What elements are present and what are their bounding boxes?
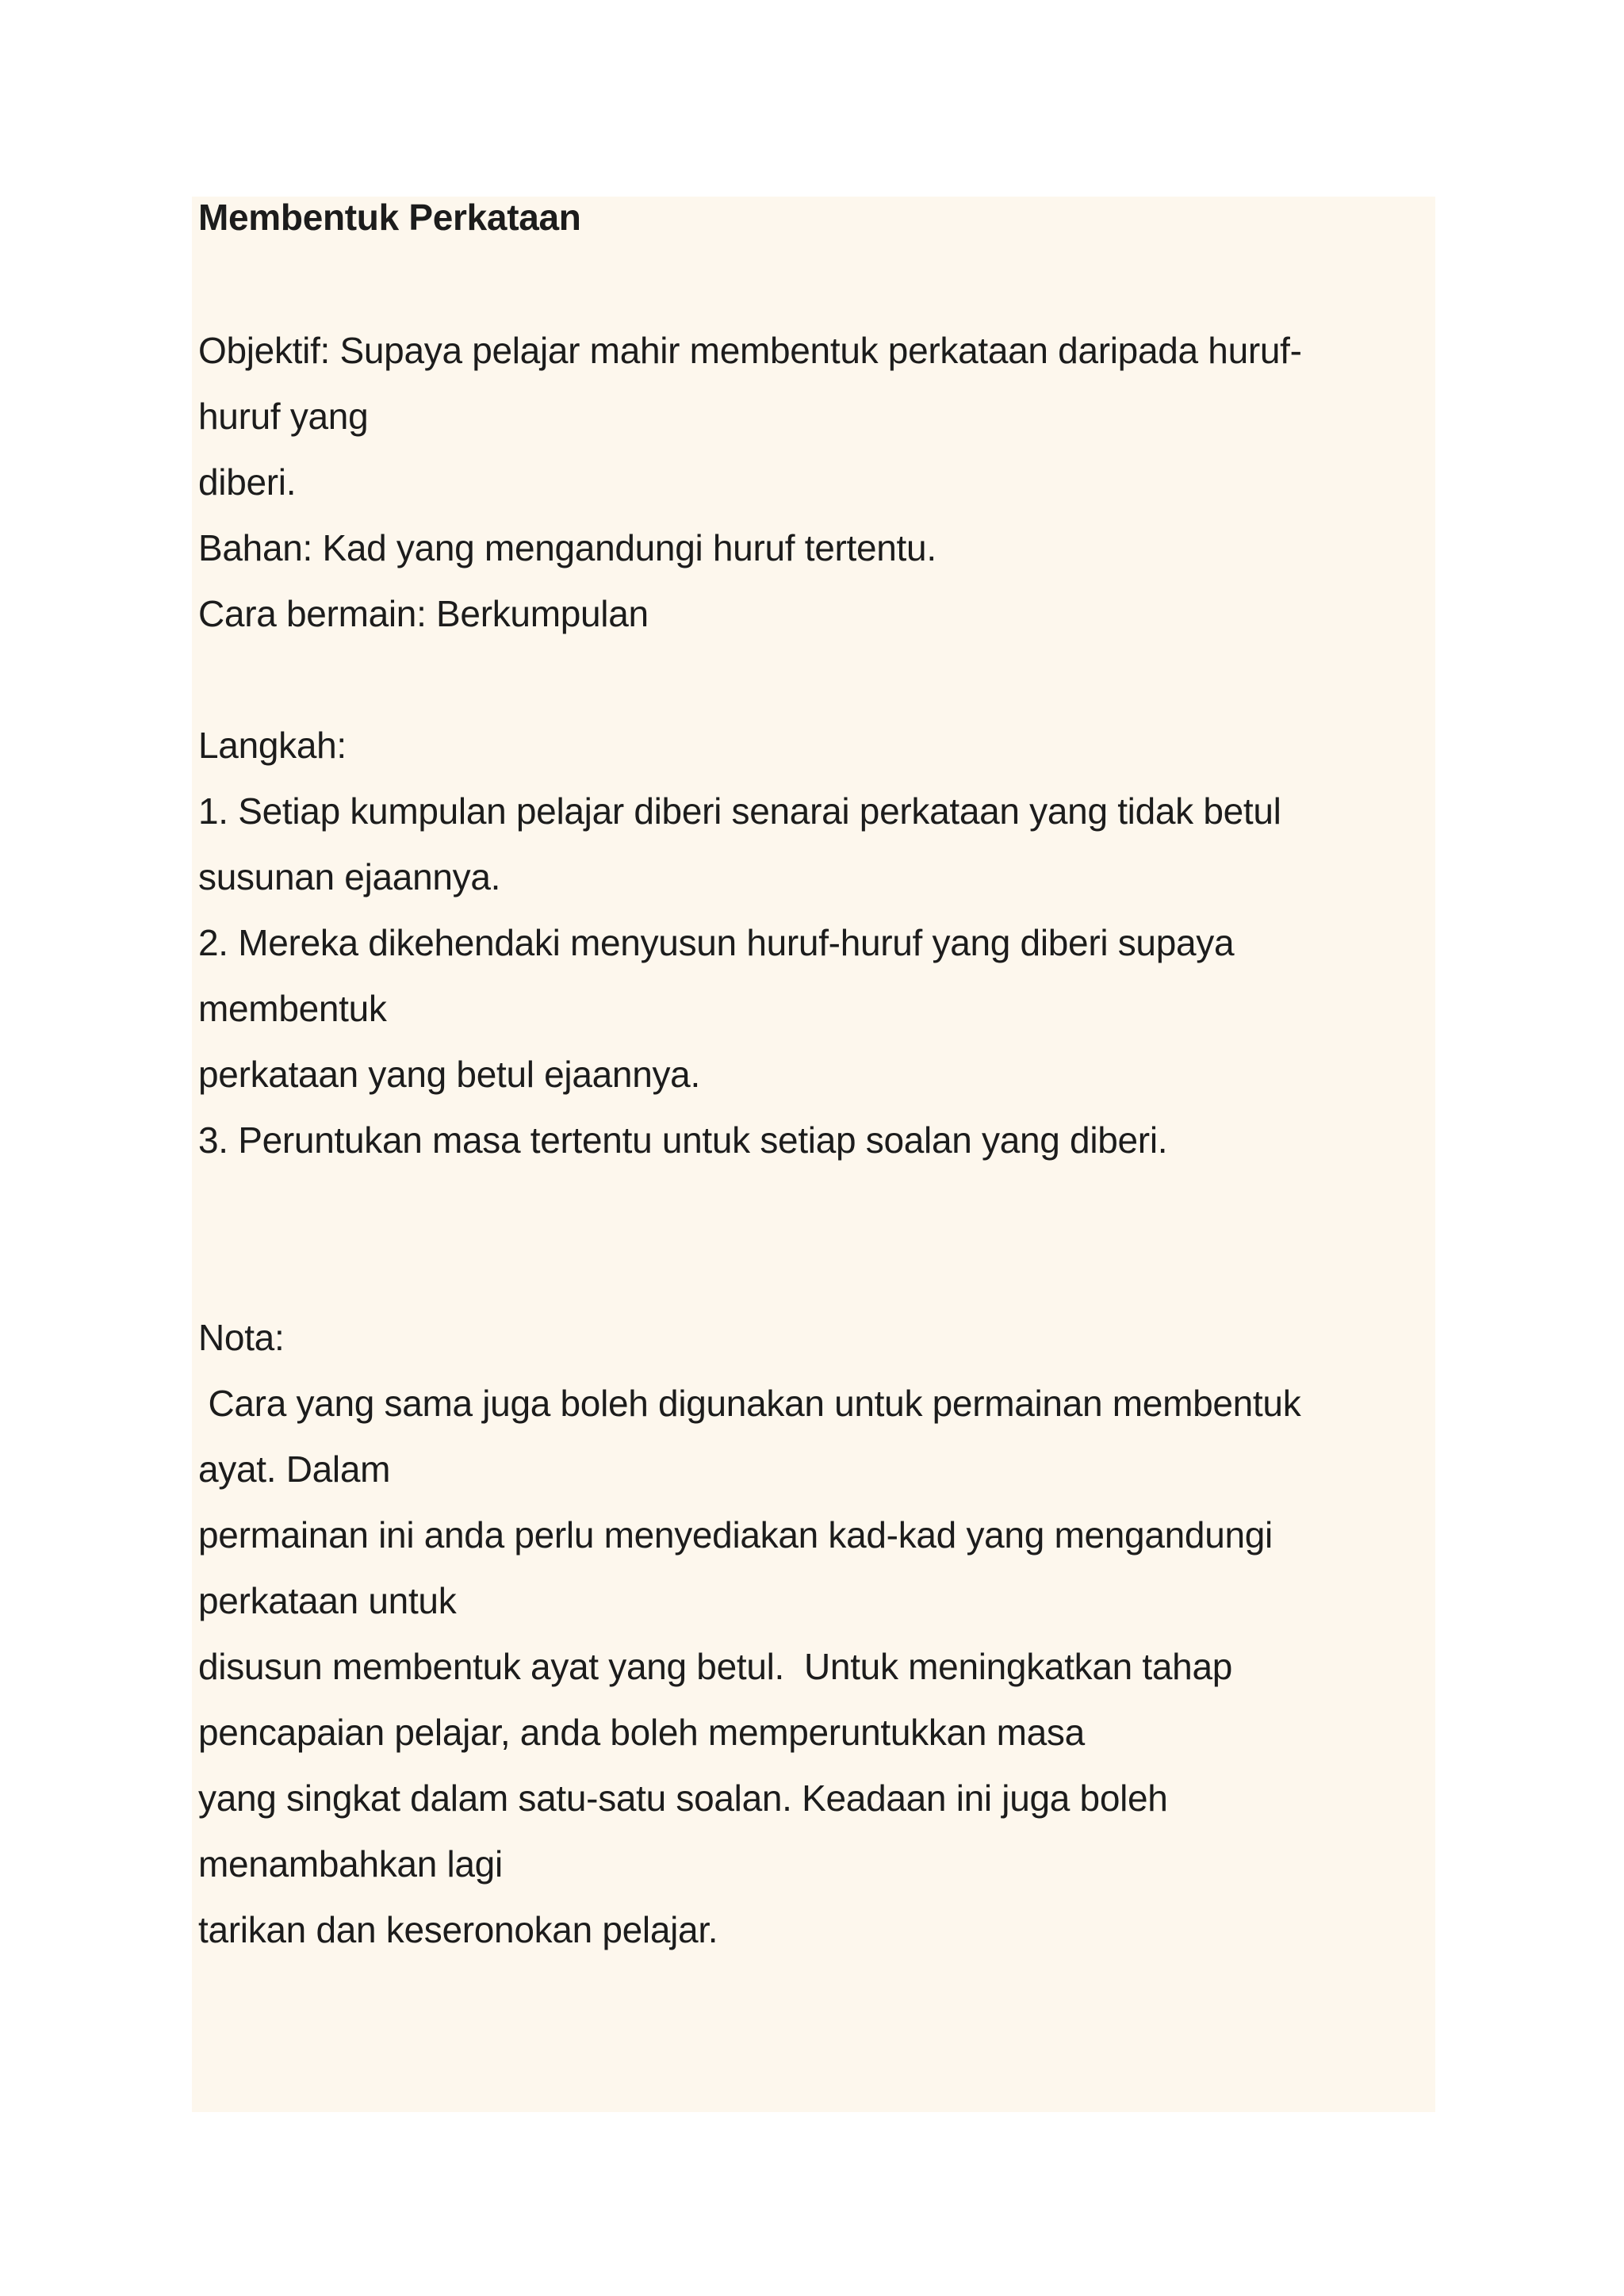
objective-line-3: diberi.	[198, 461, 297, 503]
note-line-5: disusun membentuk ayat yang betul. Untuk meningkatkan tahap	[198, 1646, 1233, 1687]
step-3-line: 3. Peruntukan masa tertentu untuk setiap soalan yang diberi.	[198, 1119, 1168, 1161]
note-line-8: menambahkan lagi	[198, 1843, 503, 1885]
note-line-1: Cara yang sama juga boleh digunakan untuk permainan membentuk	[198, 1383, 1301, 1424]
note-line-4: perkataan untuk	[198, 1580, 457, 1621]
step-1-line-1: 1. Setiap kumpulan pelajar diberi senarai perkataan yang tidak betul	[198, 790, 1281, 832]
step-1-line-2: susunan ejaannya.	[198, 856, 501, 897]
note-line-3: permainan ini anda perlu menyediakan kad-kad yang mengandungi	[198, 1514, 1273, 1556]
step-2-line-2: membentuk	[198, 988, 387, 1029]
note-line-9: tarikan dan keseronokan pelajar.	[198, 1909, 718, 1950]
materials-line: Bahan: Kad yang mengandungi huruf tertentu.	[198, 527, 936, 568]
note-line-6: pencapaian pelajar, anda boleh memperuntukkan masa	[198, 1712, 1085, 1753]
note-heading: Nota:	[198, 1317, 285, 1358]
objective-line-1: Objektif: Supaya pelajar mahir membentuk perkataan daripada huruf-	[198, 330, 1302, 371]
note-line-7: yang singkat dalam satu-satu soalan. Keadaan ini juga boleh	[198, 1777, 1168, 1819]
document-title: Membentuk Perkataan	[198, 197, 581, 238]
step-2-line-1: 2. Mereka dikehendaki menyusun huruf-huruf yang diberi supaya	[198, 922, 1235, 963]
note-line-2: ayat. Dalam	[198, 1448, 391, 1490]
objective-line-2: huruf yang	[198, 396, 369, 437]
step-2-line-3: perkataan yang betul ejaannya.	[198, 1054, 700, 1095]
play-method-line: Cara bermain: Berkumpulan	[198, 593, 649, 634]
steps-heading: Langkah:	[198, 725, 347, 766]
